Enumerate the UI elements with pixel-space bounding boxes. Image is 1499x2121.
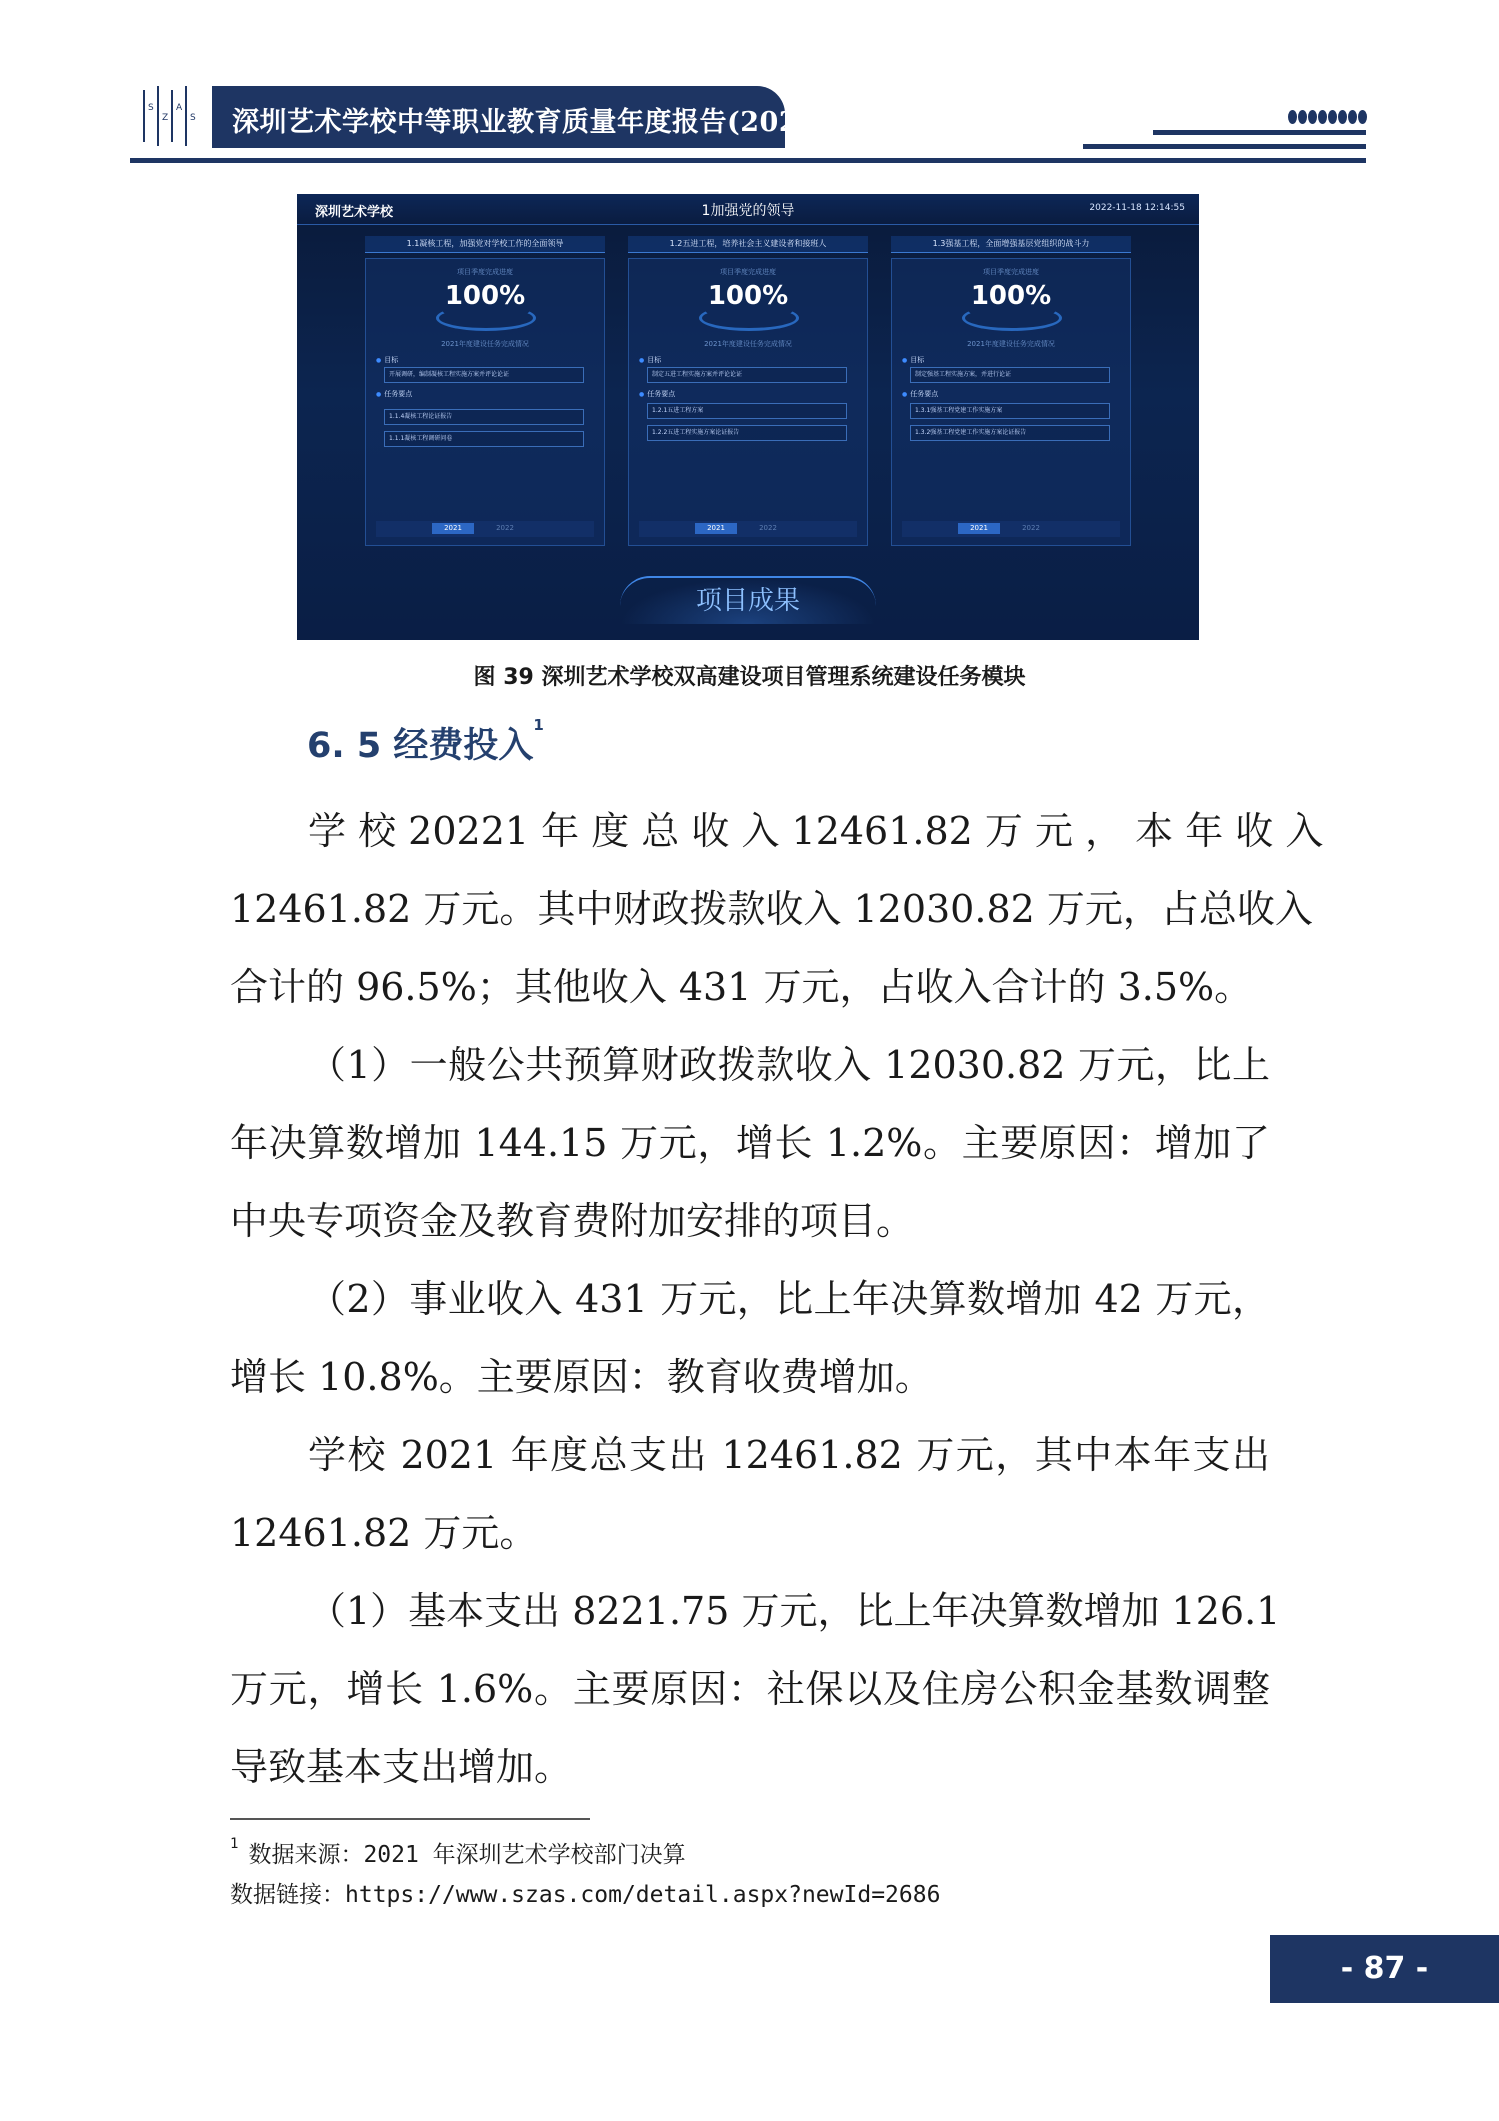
year-tab-2022[interactable]: 2022 (1022, 524, 1040, 532)
task-item[interactable]: 1.1.1凝核工程调研问卷 (384, 431, 584, 447)
progress-ring-icon (699, 305, 799, 331)
svg-text:A: A (176, 103, 183, 113)
svg-text:S: S (190, 113, 196, 123)
school-logo-icon (140, 84, 196, 148)
year-tabs (902, 521, 1120, 537)
body-line: 12461.82 万元。其中财政拨款收入 12030.82 万元，占总收入 (230, 887, 1313, 931)
progress-percent: 100% (970, 281, 1052, 311)
task-item[interactable]: 1.3.1强基工程党建工作实施方案 (910, 403, 1110, 419)
panel-subtitle: 2021年度建设任务完成情况 (967, 340, 1055, 348)
goal-label: ● 目标 (902, 355, 924, 365)
year-tabs (639, 521, 857, 537)
panel-subtitle: 2021年度建设任务完成情况 (441, 340, 529, 348)
progress-label: 项目季度完成进度 (720, 268, 776, 276)
task-item[interactable]: 1.2.2五进工程实施方案论证报告 (647, 425, 847, 441)
figure-caption: 图 39 深圳艺术学校双高建设项目管理系统建设任务模块 (473, 665, 1026, 690)
tasks-label: ● 任务要点 (902, 389, 938, 399)
panel-heading: 1.1凝核工程，加强党对学校工作的全面领导 (365, 236, 605, 253)
footnote-source (230, 1836, 686, 1869)
section-heading (307, 718, 544, 768)
goal-item: 开展调研，编制凝核工程实施方案并评论论证 (384, 367, 584, 383)
svg-text:Z: Z (162, 113, 169, 123)
decorative-dots-icon (1288, 110, 1367, 128)
panel-heading: 1.2五进工程，培养社会主义建设者和接班人 (628, 236, 868, 253)
body-line: 导致基本支出增加。 (230, 1745, 573, 1789)
year-tab-2021[interactable]: 2021 (958, 523, 1000, 534)
tasks-label: ● 任务要点 (376, 389, 412, 399)
goal-label: ● 目标 (376, 355, 398, 365)
svg-text:S: S (148, 103, 154, 113)
body-line: 合计的 96.5%；其他收入 431 万元，占收入合计的 3.5%。 (230, 965, 1253, 1009)
footnote-mark: 1 (230, 1836, 239, 1852)
body-line: 学校 2021 年度总支出 12461.82 万元，其中本年支出 (308, 1433, 1270, 1477)
progress-ring-icon (962, 305, 1062, 331)
section-number: 6. 5 (307, 726, 382, 766)
body-line: 万元，增长 1.6%。主要原因：社保以及住房公积金基数调整 (230, 1667, 1270, 1711)
body-line: 12461.82 万元。 (230, 1511, 538, 1555)
progress-label: 项目季度完成进度 (457, 268, 513, 276)
panel-heading: 1.3强基工程，全面增强基层党组织的战斗力 (891, 236, 1131, 253)
year-tab-2021[interactable]: 2021 (695, 523, 737, 534)
task-item[interactable]: 1.2.1五进工程方案 (647, 403, 847, 419)
year-tab-2022[interactable]: 2022 (759, 524, 777, 532)
header-rule (1153, 130, 1366, 135)
body-line: 中央专项资金及教育费附加安排的项目。 (230, 1199, 915, 1243)
footnote-divider (230, 1818, 590, 1820)
goal-label: ● 目标 (639, 355, 661, 365)
body-line: （1）一般公共预算财政拨款收入 12030.82 万元，比上 (308, 1043, 1270, 1087)
task-item[interactable]: 1.3.2强基工程党建工作实施方案论证报告 (910, 425, 1110, 441)
goal-item: 制定五进工程实施方案并评论论证 (647, 367, 847, 383)
header-rule (130, 158, 1366, 163)
body-line: 年决算数增加 144.15 万元，增长 1.2%。主要原因：增加了 (230, 1121, 1270, 1165)
progress-ring-icon (436, 305, 536, 331)
dashboard-timestamp: 2022-11-18 12:14:55 (1089, 203, 1185, 213)
project-results-button[interactable]: 项目成果 (620, 576, 876, 624)
report-title: 深圳艺术学校中等职业教育质量年度报告(2023) (232, 107, 831, 138)
dashboard-logo: 深圳艺术学校 (315, 205, 394, 220)
project-panel (628, 258, 868, 546)
tasks-label: ● 任务要点 (639, 389, 675, 399)
footnote-ref[interactable]: 1 (533, 716, 544, 734)
dashboard-title: 1加强党的领导 (701, 203, 795, 219)
header-rule (1083, 144, 1366, 149)
project-panel (365, 258, 605, 546)
year-tab-2021[interactable]: 2021 (432, 523, 474, 534)
body-line: （2）事业收入 431 万元，比上年决算数增加 42 万元， (308, 1277, 1270, 1321)
footnote-link[interactable]: 数据链接：https://www.szas.com/detail.aspx?newId=2686 (230, 1882, 941, 1908)
body-line: 增长 10.8%。主要原因：教育收费增加。 (230, 1355, 933, 1399)
panel-subtitle: 2021年度建设任务完成情况 (704, 340, 792, 348)
progress-label: 项目季度完成进度 (983, 268, 1039, 276)
page-number: - 87 - (1270, 1935, 1499, 2003)
section-title: 经费投入 (393, 726, 534, 766)
goal-item: 制定强基工程实施方案，并进行论证 (910, 367, 1110, 383)
year-tab-2022[interactable]: 2022 (496, 524, 514, 532)
progress-percent: 100% (444, 281, 526, 311)
footnote-source-text: 数据来源：2021 年深圳艺术学校部门决算 (248, 1842, 686, 1868)
project-panel (891, 258, 1131, 546)
task-item[interactable]: 1.1.4凝核工程论证报告 (384, 409, 584, 425)
body-line: （1）基本支出 8221.75 万元，比上年决算数增加 126.1 (308, 1589, 1281, 1633)
dashboard-screenshot (297, 194, 1199, 640)
body-line: 学 校 20221 年 度 总 收 入 12461.82 万 元 ， 本 年 收 入 (308, 809, 1324, 853)
progress-percent: 100% (707, 281, 789, 311)
year-tabs (376, 521, 594, 537)
